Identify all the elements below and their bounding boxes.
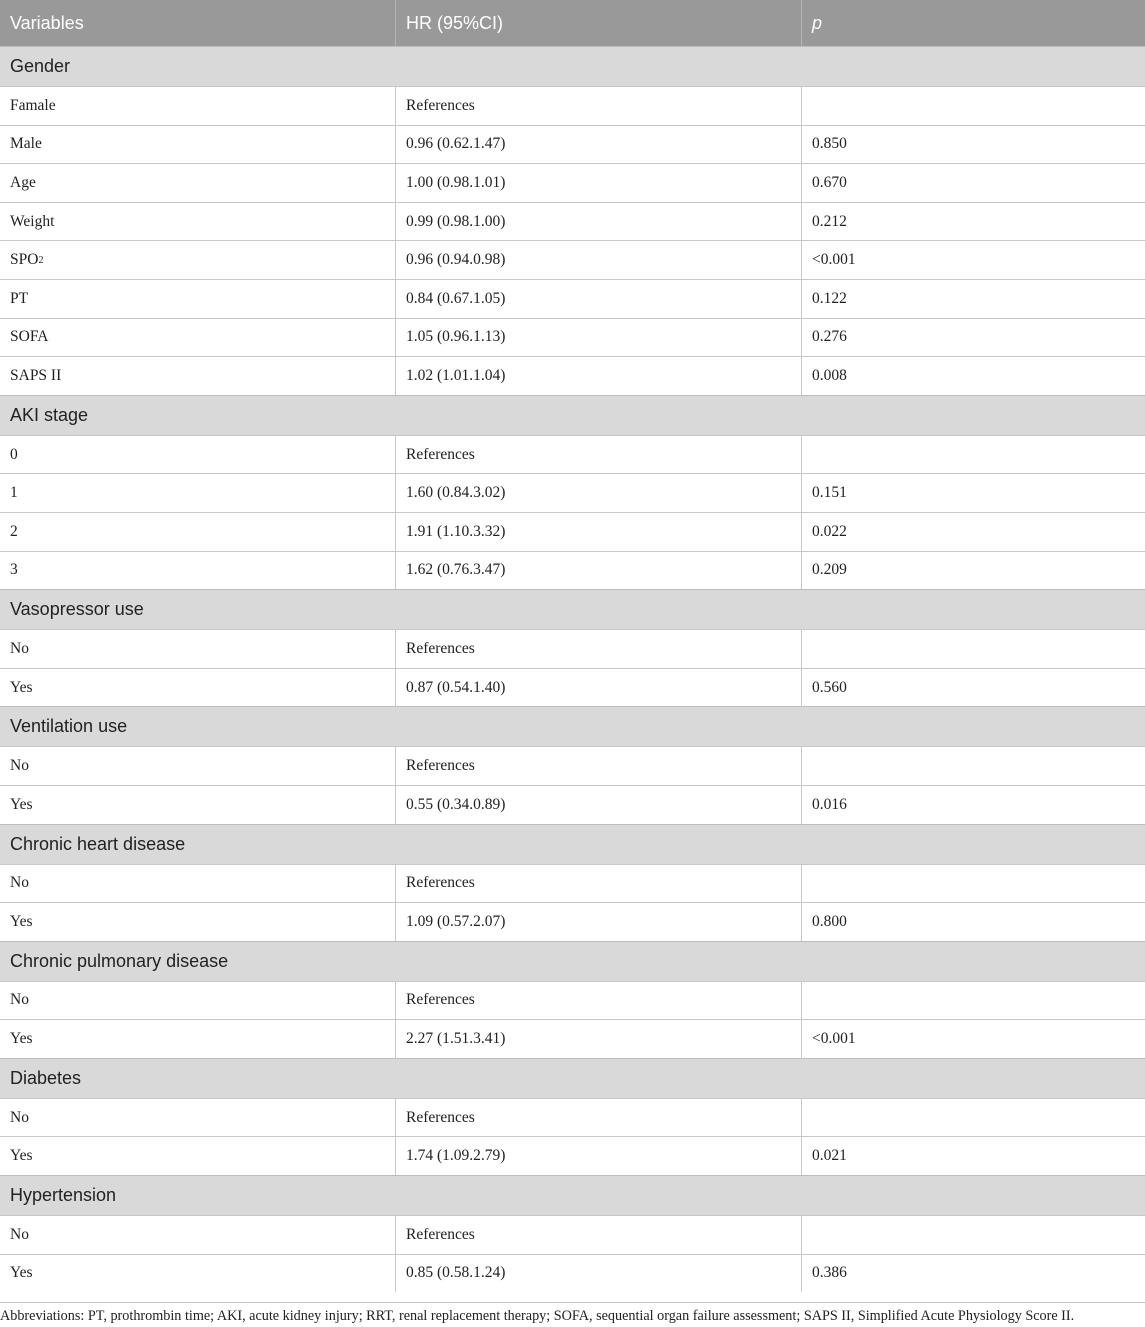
variable-cell: Yes	[10, 1264, 33, 1282]
hr-cell: 1.74 (1.09.2.79)	[395, 1137, 801, 1175]
p-value-cell: 0.386	[801, 1255, 1145, 1293]
hr-cell: 2.27 (1.51.3.41)	[395, 1020, 801, 1058]
p-value-cell	[801, 982, 1145, 1020]
table-row	[0, 551, 1145, 590]
p-value-cell: 0.151	[801, 474, 1145, 512]
table-row	[0, 1254, 1145, 1293]
p-value-cell: 0.122	[801, 280, 1145, 318]
hr-cell: 0.87 (0.54.1.40)	[395, 669, 801, 707]
variable-cell: SAPS II	[10, 366, 62, 384]
p-value-cell	[801, 1099, 1145, 1137]
p-value-cell: 0.670	[801, 164, 1145, 202]
section-row	[0, 395, 1145, 435]
table-row	[0, 86, 1145, 125]
p-value-cell: <0.001	[801, 241, 1145, 279]
header-hr: HR (95%CI)	[395, 0, 801, 46]
p-value-cell: 0.276	[801, 319, 1145, 357]
variable-cell: 1	[10, 484, 18, 502]
hr-cell: 1.02 (1.01.1.04)	[395, 357, 801, 395]
hr-cell: 1.60 (0.84.3.02)	[395, 474, 801, 512]
table-row	[0, 512, 1145, 551]
hr-cell: 1.62 (0.76.3.47)	[395, 552, 801, 590]
p-value-cell: <0.001	[801, 1020, 1145, 1058]
variable-cell: 0	[10, 445, 18, 463]
hr-cell: 0.99 (0.98.1.00)	[395, 203, 801, 241]
variable-cell: Male	[10, 135, 42, 153]
hr-cell: References	[395, 436, 801, 474]
hr-cell: References	[395, 630, 801, 668]
hr-cell: References	[395, 982, 801, 1020]
p-value-cell	[801, 436, 1145, 474]
table-row	[0, 746, 1145, 785]
section-label: Diabetes	[10, 1067, 82, 1088]
section-row	[0, 824, 1145, 864]
table-footnote: Abbreviations: PT, prothrombin time; AKI, acute kidney injury; RRT, renal replacement therapy; SOFA, sequential organ failure assessment; SAPS II, Simplified Acute Physiology Score II.	[0, 1308, 1075, 1324]
table-row	[0, 163, 1145, 202]
table-body	[0, 46, 1145, 1292]
hr-cell: References	[395, 87, 801, 125]
p-value-cell: 0.209	[801, 552, 1145, 590]
table-row	[0, 240, 1145, 279]
table-row	[0, 318, 1145, 357]
p-value-cell	[801, 1216, 1145, 1254]
p-value-cell	[801, 747, 1145, 785]
hr-cell: 1.00 (0.98.1.01)	[395, 164, 801, 202]
table-bottom-rule	[0, 1302, 1145, 1303]
p-value-cell: 0.560	[801, 669, 1145, 707]
table-header-row	[0, 0, 1145, 46]
section-label: Vasopressor use	[10, 599, 144, 620]
table-row	[0, 279, 1145, 318]
p-value-cell: 0.800	[801, 903, 1145, 941]
table-row	[0, 902, 1145, 941]
p-value-cell: 0.008	[801, 357, 1145, 395]
variable-cell: No	[10, 757, 29, 775]
p-value-cell: 0.022	[801, 513, 1145, 551]
hr-cell: 1.09 (0.57.2.07)	[395, 903, 801, 941]
variable-cell: SOFA	[10, 328, 49, 346]
variable-cell: Yes	[10, 1147, 33, 1165]
section-row	[0, 589, 1145, 629]
p-value-cell: 0.850	[801, 126, 1145, 164]
variable-cell: Yes	[10, 795, 33, 813]
variable-cell: Yes	[10, 912, 33, 930]
table-row	[0, 435, 1145, 474]
hr-cell: 0.96 (0.94.0.98)	[395, 241, 801, 279]
section-label: Chronic pulmonary disease	[10, 950, 229, 971]
variable-cell: SPO 2	[10, 251, 44, 269]
variable-cell: Weight	[10, 212, 55, 230]
p-value-cell	[801, 865, 1145, 903]
variable-cell: PT	[10, 289, 29, 307]
variable-cell: Yes	[10, 1030, 33, 1048]
hr-cell: References	[395, 1099, 801, 1137]
p-value-cell	[801, 87, 1145, 125]
variable-cell: Age	[10, 173, 36, 191]
table-row	[0, 356, 1145, 395]
variable-cell: No	[10, 639, 29, 657]
section-label: Ventilation use	[10, 716, 128, 737]
hr-cell: 1.91 (1.10.3.32)	[395, 513, 801, 551]
variable-cell: No	[10, 1225, 29, 1243]
section-row	[0, 1175, 1145, 1215]
table-row	[0, 1019, 1145, 1058]
p-value-cell: 0.016	[801, 786, 1145, 824]
hr-cell: 0.85 (0.58.1.24)	[395, 1255, 801, 1293]
table-row	[0, 864, 1145, 903]
hr-cell: 0.84 (0.67.1.05)	[395, 280, 801, 318]
table-row	[0, 202, 1145, 241]
hr-cell: 0.96 (0.62.1.47)	[395, 126, 801, 164]
section-label: Hypertension	[10, 1185, 117, 1206]
section-label: Gender	[10, 56, 71, 76]
table-row	[0, 981, 1145, 1020]
variable-cell: No	[10, 991, 29, 1009]
table-row	[0, 125, 1145, 164]
variable-cell: 3	[10, 561, 18, 579]
header-p: p	[801, 0, 1145, 46]
variable-cell: No	[10, 1108, 29, 1126]
variable-cell: 2	[10, 522, 18, 540]
section-label: Chronic heart disease	[10, 833, 186, 854]
table-row	[0, 1136, 1145, 1175]
p-value-cell: 0.212	[801, 203, 1145, 241]
variable-cell: Famale	[10, 96, 56, 114]
hr-cell: References	[395, 1216, 801, 1254]
table-row	[0, 785, 1145, 824]
section-row	[0, 1058, 1145, 1098]
table-row	[0, 668, 1145, 707]
table-row	[0, 629, 1145, 668]
table-row	[0, 1215, 1145, 1254]
table-row	[0, 1098, 1145, 1137]
variable-cell: Yes	[10, 678, 33, 696]
section-row	[0, 46, 1145, 86]
p-value-cell: 0.021	[801, 1137, 1145, 1175]
section-row	[0, 941, 1145, 981]
hr-cell: 0.55 (0.34.0.89)	[395, 786, 801, 824]
table-row	[0, 473, 1145, 512]
header-variables: Variables	[10, 12, 84, 33]
section-row	[0, 706, 1145, 746]
hr-cell: 1.05 (0.96.1.13)	[395, 319, 801, 357]
hr-cell: References	[395, 747, 801, 785]
variable-cell: No	[10, 874, 29, 892]
section-label: AKI stage	[10, 404, 89, 425]
hr-cell: References	[395, 865, 801, 903]
p-value-cell	[801, 630, 1145, 668]
